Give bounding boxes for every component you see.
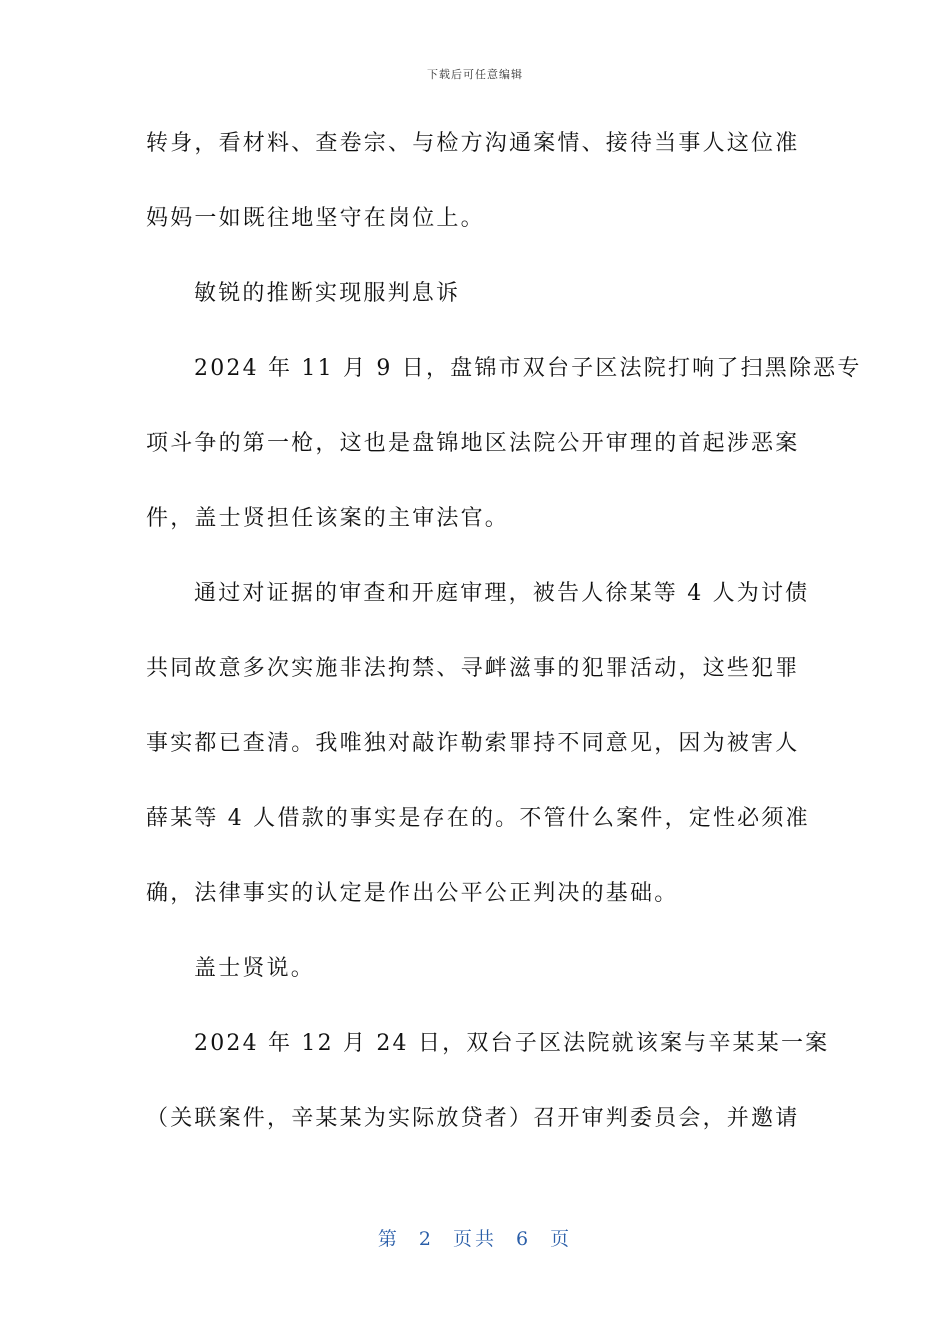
page-header: 下载后可任意编辑 [427, 68, 523, 81]
body-line-12: 盖士贤说。 [194, 956, 316, 981]
body-line-13: 2024 年 12 月 24 日，双台子区法院就该案与辛某某一案 [194, 1031, 830, 1056]
body-line-7: 通过对证据的审查和开庭审理，被告人徐某等 4 人为讨债 [194, 581, 810, 606]
body-line-4: 2024 年 11 月 9 日，盘锦市双台子区法院打响了扫黑除恶专 [194, 356, 862, 381]
body-line-11: 确，法律事实的认定是作出公平公正判决的基础。 [146, 881, 679, 906]
body-line-10: 薛某等 4 人借款的事实是存在的。不管什么案件，定性必须准 [146, 806, 810, 831]
body-line-9: 事实都已查清。我唯独对敲诈勒索罪持不同意见，因为被害人 [146, 731, 800, 756]
section-heading: 敏锐的推断实现服判息诉 [194, 281, 461, 306]
body-line-6: 件，盖士贤担任该案的主审法官。 [146, 506, 510, 531]
body-line-2: 妈妈一如既往地坚守在岗位上。 [146, 206, 485, 231]
body-line-5: 项斗争的第一枪，这也是盘锦地区法院公开审理的首起涉恶案 [146, 431, 800, 456]
page-number-footer: 第 2 页共 6 页 [377, 1228, 573, 1250]
body-line-14: （关联案件，辛某某为实际放贷者）召开审判委员会，并邀请 [146, 1106, 800, 1131]
body-line-1: 转身，看材料、查卷宗、与检方沟通案情、接待当事人这位准 [146, 131, 800, 156]
body-line-8: 共同故意多次实施非法拘禁、寻衅滋事的犯罪活动，这些犯罪 [146, 656, 800, 681]
